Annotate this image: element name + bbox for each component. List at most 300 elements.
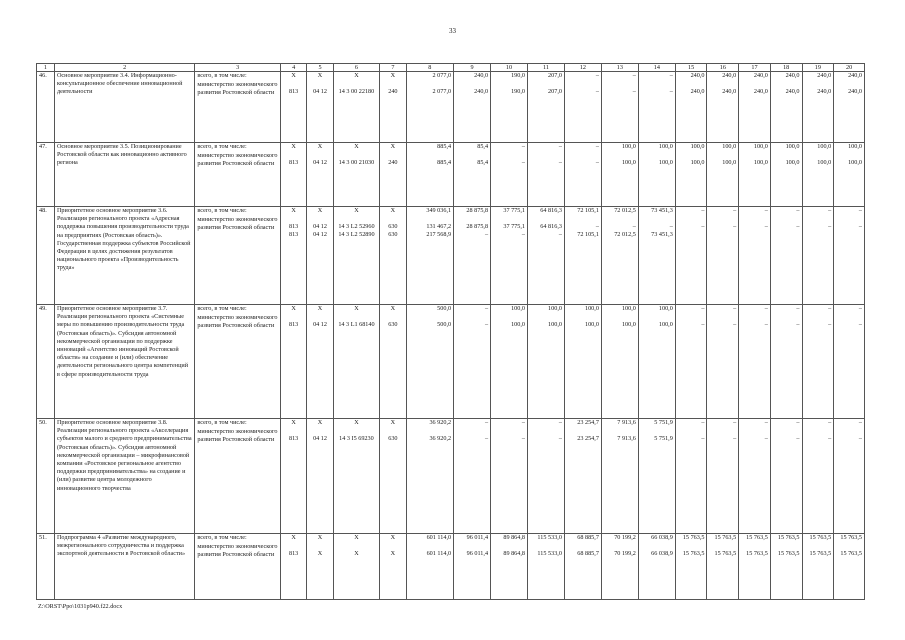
amount-cell — [528, 143, 565, 207]
total-value: 100,0 — [753, 143, 768, 150]
executor-value: 240 — [388, 88, 398, 95]
executor-value: 64 816,3 – — [540, 223, 562, 239]
budget-code-cell — [380, 143, 406, 207]
header-cell: 16 — [707, 64, 739, 72]
executor-value: – — [733, 223, 737, 230]
budget-code-cell — [307, 207, 333, 305]
executor-value: 70 199,2 — [614, 550, 636, 557]
budget-table — [36, 63, 865, 600]
total-value: X — [291, 305, 296, 312]
total-value: – — [558, 419, 562, 426]
table-row — [37, 419, 865, 534]
executor-value: 131 467,2 217 568,9 — [426, 223, 452, 239]
budget-code-cell — [380, 207, 406, 305]
total-value: 885,4 — [437, 143, 452, 150]
executor-value: 14 3 L1 68140 — [338, 321, 375, 328]
total-value: 190,0 — [511, 72, 525, 79]
executor-value: 240,0 — [848, 88, 862, 95]
amount-cell — [454, 207, 491, 305]
total-value: 66 038,9 — [651, 534, 673, 541]
activity-name: Основное мероприятие 3.5. Позиционирование Ростовской области как инновационно активного региона — [54, 143, 194, 207]
total-value: 100,0 — [511, 305, 525, 312]
total-value: X — [390, 419, 396, 426]
total-value: 100,0 — [621, 305, 636, 312]
amount-cell — [802, 534, 834, 600]
amount-cell — [834, 305, 865, 419]
executor-value: – — [796, 435, 800, 442]
executor-value: 813 813 — [288, 223, 299, 239]
amount-cell — [491, 534, 528, 600]
executor-value: 100,0 — [658, 321, 673, 328]
total-value: X — [354, 419, 359, 426]
total-value: 100,0 — [584, 305, 599, 312]
executor-label: министерство экономического развития Ростовской области — [197, 81, 278, 97]
total-value: 15 763,5 — [809, 534, 832, 541]
amount-cell — [564, 534, 601, 600]
executor-value: 100,0 — [658, 159, 673, 166]
executor-value: – — [828, 321, 832, 328]
amount-cell — [638, 143, 675, 207]
executor-value: 100,0 — [848, 159, 862, 166]
amount-cell — [601, 305, 638, 419]
header-cell: 20 — [834, 64, 865, 72]
total-value: X — [390, 72, 396, 79]
amount-cell — [770, 305, 802, 419]
amount-cell — [564, 305, 601, 419]
total-value: 240,0 — [848, 72, 862, 79]
total-value: 85,4 — [477, 143, 489, 150]
amount-cell — [802, 207, 834, 305]
executor-value: X — [317, 550, 323, 557]
amount-cell — [454, 419, 491, 534]
executor-value: – — [595, 88, 599, 95]
amount-cell — [739, 72, 771, 143]
amount-cell — [770, 143, 802, 207]
row-number: 47. — [37, 143, 55, 207]
table-row — [37, 143, 865, 207]
budget-code-cell — [380, 534, 406, 600]
executor-value: – — [858, 321, 862, 328]
total-value: – — [521, 419, 525, 426]
total-value: – — [796, 305, 800, 312]
header-cell: 9 — [454, 64, 491, 72]
total-value: X — [291, 207, 296, 214]
amount-cell — [675, 143, 707, 207]
total-value: 70 199,2 — [614, 534, 636, 541]
amount-cell — [834, 72, 865, 143]
total-label: всего, в том числе: — [197, 207, 247, 214]
executor-value: 100,0 — [621, 159, 636, 166]
header-cell: 7 — [380, 64, 406, 72]
executor-value: – — [858, 435, 862, 442]
total-value: – — [701, 305, 705, 312]
amount-cell — [707, 419, 739, 534]
total-value: – — [521, 143, 525, 150]
executor-value: 630 — [388, 435, 398, 442]
budget-code-cell — [380, 305, 406, 419]
total-value: – — [858, 419, 862, 426]
total-label: всего, в том числе: — [197, 305, 247, 312]
amount-cell — [770, 534, 802, 600]
total-value: X — [291, 419, 296, 426]
total-value: – — [484, 305, 489, 312]
total-value: 100,0 — [690, 143, 705, 150]
executor-value: 100,0 — [584, 321, 599, 328]
header-cell: 19 — [802, 64, 834, 72]
total-value: 28 875,8 — [466, 207, 489, 214]
total-value: 15 763,5 — [746, 534, 768, 541]
total-value: 100,0 — [658, 143, 673, 150]
total-value: – — [701, 419, 705, 426]
amount-cell — [770, 72, 802, 143]
total-value: 2 077,0 — [432, 72, 452, 79]
budget-code-cell — [333, 305, 379, 419]
budget-code-cell — [280, 143, 306, 207]
executor-value: – — [858, 223, 862, 230]
amount-cell — [491, 72, 528, 143]
total-value: 240,0 — [722, 72, 737, 79]
amount-cell — [802, 143, 834, 207]
total-value: X — [291, 143, 296, 150]
executor-value: – — [701, 321, 705, 328]
total-value: 5 751,9 — [654, 419, 673, 426]
executor-value: – — [484, 321, 489, 328]
executor-value: 36 920,2 — [429, 435, 452, 442]
total-value: 68 885,7 — [577, 534, 599, 541]
executor-value: – — [521, 435, 525, 442]
executor-value: 04 12 — [313, 159, 327, 166]
budget-code-cell — [380, 419, 406, 534]
budget-code-cell — [280, 534, 306, 600]
total-value: 115 533,0 — [537, 534, 562, 541]
amount-cell — [739, 207, 771, 305]
table-row — [37, 305, 865, 419]
executor-value: – — [764, 223, 768, 230]
executor-value: – — [733, 435, 737, 442]
executor-value: 813 — [288, 435, 299, 442]
header-cell: 17 — [739, 64, 771, 72]
total-value: 207,0 — [548, 72, 562, 79]
total-value: X — [291, 534, 296, 541]
row-number: 50. — [37, 419, 55, 534]
amount-cell — [601, 207, 638, 305]
amount-cell — [638, 207, 675, 305]
budget-code-cell — [380, 72, 406, 143]
executor-value: 14 3 00 21030 — [338, 159, 375, 166]
executor-value: – — [595, 159, 599, 166]
executor-value: 15 763,5 — [682, 550, 705, 557]
amount-cell — [406, 207, 454, 305]
executor-value: – — [796, 223, 800, 230]
total-value: 15 763,5 — [840, 534, 862, 541]
amount-cell — [406, 534, 454, 600]
executor-value: 15 763,5 — [809, 550, 832, 557]
executor-value: 15 763,5 — [746, 550, 768, 557]
total-value: X — [317, 143, 323, 150]
total-value: 100,0 — [785, 143, 800, 150]
total-value: – — [733, 207, 737, 214]
activity-name: Подпрограмма 4 «Развитие международного, межрегионального сотрудничества и поддержка экспортной деятельности в Ростовской области» — [54, 534, 194, 600]
header-cell: 4 — [280, 64, 306, 72]
table-row — [37, 207, 865, 305]
amount-cell — [834, 419, 865, 534]
amount-cell — [564, 72, 601, 143]
executor-value: – — [669, 88, 673, 95]
executor-value: 630 630 — [388, 223, 398, 239]
header-cell: 5 — [307, 64, 333, 72]
total-value: – — [733, 419, 737, 426]
amount-cell — [739, 534, 771, 600]
total-value: – — [632, 72, 636, 79]
amount-cell — [528, 207, 565, 305]
executor-value: 68 885,7 — [577, 550, 599, 557]
budget-code-cell — [307, 72, 333, 143]
executor-value: 14 3 00 22180 — [338, 88, 375, 95]
total-value: 500,0 — [437, 305, 452, 312]
total-value: – — [796, 419, 800, 426]
budget-code-cell — [280, 305, 306, 419]
executor-value: – — [701, 435, 705, 442]
amount-cell — [638, 419, 675, 534]
total-value: 15 763,5 — [714, 534, 737, 541]
header-cell: 3 — [195, 64, 281, 72]
total-label: всего, в том числе: — [197, 419, 247, 426]
table-header-row — [37, 64, 865, 72]
total-value: 100,0 — [817, 143, 832, 150]
total-value: 240,0 — [753, 72, 768, 79]
total-value: X — [390, 143, 396, 150]
executor-value: – 72 012,5 — [614, 223, 636, 239]
total-value: X — [354, 143, 359, 150]
total-value: X — [354, 534, 359, 541]
executor-value: – — [558, 159, 562, 166]
executor-value: – — [701, 223, 705, 230]
executor-value: 85,4 — [477, 159, 489, 166]
total-value: – — [828, 207, 832, 214]
executor-value: 885,4 — [437, 159, 452, 166]
executor-value: 04 12 04 12 — [313, 223, 327, 239]
budget-code-cell — [280, 419, 306, 534]
total-value: 100,0 — [848, 143, 862, 150]
amount-cell — [802, 305, 834, 419]
executor-value: 240,0 — [690, 88, 705, 95]
executor-value: 100,0 — [690, 159, 705, 166]
responsible-executor — [195, 534, 281, 600]
executor-value: 23 254,7 — [577, 435, 599, 442]
header-cell: 12 — [564, 64, 601, 72]
budget-code-cell — [280, 72, 306, 143]
amount-cell — [638, 534, 675, 600]
total-value: 89 864,8 — [503, 534, 525, 541]
total-value: 7 913,6 — [617, 419, 636, 426]
executor-value: 66 038,9 — [651, 550, 673, 557]
file-path-footer: Z:\ORST\Ppo\1031p940.f22.docx — [38, 603, 123, 610]
executor-value: 813 — [288, 88, 299, 95]
amount-cell — [528, 305, 565, 419]
activity-name: Основное мероприятие 3.4. Информационно-консультационное обеспечение инновационной деятельности — [54, 72, 194, 143]
header-cell: 2 — [54, 64, 194, 72]
executor-value: 15 763,5 — [777, 550, 800, 557]
executor-value: 100,0 — [817, 159, 832, 166]
total-value: X — [317, 305, 323, 312]
executor-value: 7 913,6 — [617, 435, 636, 442]
total-value: X — [317, 207, 323, 214]
executor-value: 15 763,5 — [714, 550, 737, 557]
executor-value: 115 533,0 — [537, 550, 562, 557]
executor-value: 100,0 — [722, 159, 737, 166]
total-value: 72 012,5 — [614, 207, 636, 214]
total-value: – — [484, 419, 489, 426]
executor-value: 15 763,5 — [840, 550, 862, 557]
budget-code-cell — [333, 143, 379, 207]
budget-code-cell — [307, 305, 333, 419]
executor-value: – — [733, 321, 737, 328]
responsible-executor — [195, 72, 281, 143]
total-value: 64 816,3 — [540, 207, 562, 214]
header-cell: 15 — [675, 64, 707, 72]
budget-code-cell — [333, 72, 379, 143]
amount-cell — [564, 419, 601, 534]
total-value: – — [701, 207, 705, 214]
executor-value: 14 3 L2 52960 14 3 L2 52890 — [338, 223, 375, 239]
executor-value: X — [390, 550, 396, 557]
amount-cell — [707, 72, 739, 143]
amount-cell — [739, 143, 771, 207]
activity-name: Приоритетное основное мероприятие 3.7. Реализация регионального проекта «Системные меры по повышению производительности труда (Ростовская область)». Субсидия автономной некоммерческой организации по поддержке инноваций «Агентство инноваций Ростовской области» на создание и (или) обеспечение деятельности регионального центра компетенций в сфере производительности труда — [54, 305, 194, 419]
amount-cell — [406, 419, 454, 534]
amount-cell — [564, 207, 601, 305]
amount-cell — [675, 207, 707, 305]
page-number: 33 — [449, 27, 456, 35]
executor-value: 240 — [388, 159, 398, 166]
total-value: X — [354, 72, 359, 79]
executor-label: министерство экономического развития Ростовской области — [197, 543, 278, 559]
amount-cell — [675, 305, 707, 419]
amount-cell — [601, 534, 638, 600]
amount-cell — [491, 207, 528, 305]
executor-label: министерство экономического развития Ростовской области — [197, 314, 278, 330]
executor-value: 240,0 — [753, 88, 768, 95]
amount-cell — [675, 534, 707, 600]
total-value: 100,0 — [658, 305, 673, 312]
total-value: – — [595, 72, 599, 79]
header-cell: 10 — [491, 64, 528, 72]
total-label: всего, в том числе: — [197, 143, 247, 150]
executor-label: министерство экономического развития Ростовской области — [197, 152, 278, 168]
executor-value: 240,0 — [722, 88, 737, 95]
total-value: 15 763,5 — [777, 534, 800, 541]
amount-cell — [601, 72, 638, 143]
amount-cell — [675, 72, 707, 143]
total-value: X — [317, 534, 323, 541]
amount-cell — [454, 534, 491, 600]
responsible-executor — [195, 305, 281, 419]
total-value: X — [317, 419, 323, 426]
executor-value: 190,0 — [511, 88, 525, 95]
total-value: 100,0 — [722, 143, 737, 150]
executor-label: министерство экономического развития Ростовской области — [197, 216, 278, 232]
total-value: X — [354, 305, 359, 312]
row-number: 49. — [37, 305, 55, 419]
amount-cell — [802, 419, 834, 534]
row-number: 46. — [37, 72, 55, 143]
row-number: 48. — [37, 207, 55, 305]
executor-value: 89 864,8 — [503, 550, 525, 557]
executor-value: 630 — [388, 321, 398, 328]
executor-value: – — [558, 435, 562, 442]
executor-value: 100,0 — [548, 321, 562, 328]
executor-value: 601 114,0 — [426, 550, 452, 557]
total-value: – — [858, 207, 862, 214]
executor-label: министерство экономического развития Ростовской области — [197, 428, 278, 444]
executor-value: 100,0 — [511, 321, 525, 328]
total-value: – — [764, 419, 768, 426]
total-value: X — [390, 305, 396, 312]
amount-cell — [491, 143, 528, 207]
total-value: – — [796, 207, 800, 214]
total-label: всего, в том числе: — [197, 72, 247, 79]
row-number: 51. — [37, 534, 55, 600]
total-value: X — [390, 207, 396, 214]
executor-value: 813 — [288, 550, 299, 557]
total-value: 601 114,0 — [426, 534, 452, 541]
amount-cell — [638, 72, 675, 143]
header-cell: 13 — [601, 64, 638, 72]
executor-value: 813 — [288, 321, 299, 328]
executor-value: – — [764, 435, 768, 442]
executor-value: 207,0 — [548, 88, 562, 95]
total-value: 73 451,3 — [651, 207, 673, 214]
executor-value: 28 875,8 – — [466, 223, 489, 239]
responsible-executor — [195, 419, 281, 534]
total-value: 240,0 — [817, 72, 832, 79]
amount-cell — [406, 72, 454, 143]
amount-cell — [707, 534, 739, 600]
amount-cell — [834, 207, 865, 305]
activity-name: Приоритетное основное мероприятие 3.6. Реализация регионального проекта «Адресная поддержка повышения производительности труда на предприятиях (Ростовская область)». Государственная поддержка субъектов Российской Федерации в целях достижения результатов национального проекта «Производительность труда» — [54, 207, 194, 305]
amount-cell — [491, 419, 528, 534]
executor-value: – — [521, 159, 525, 166]
executor-value: 100,0 — [785, 159, 800, 166]
amount-cell — [406, 143, 454, 207]
amount-cell — [406, 305, 454, 419]
budget-code-cell — [307, 143, 333, 207]
amount-cell — [601, 419, 638, 534]
executor-value: – — [632, 88, 636, 95]
total-value: – — [828, 305, 832, 312]
executor-value: 37 775,1 – — [503, 223, 525, 239]
total-value: 72 105,1 — [577, 207, 599, 214]
amount-cell — [601, 143, 638, 207]
total-value: – — [733, 305, 737, 312]
responsible-executor — [195, 143, 281, 207]
executor-value: 5 751,9 — [654, 435, 673, 442]
executor-value: – — [484, 435, 489, 442]
executor-value: 240,0 — [474, 88, 489, 95]
amount-cell — [770, 419, 802, 534]
total-value: 37 775,1 — [503, 207, 525, 214]
amount-cell — [454, 143, 491, 207]
amount-cell — [707, 305, 739, 419]
executor-value: – — [828, 223, 832, 230]
total-value: 100,0 — [548, 305, 562, 312]
amount-cell — [834, 534, 865, 600]
budget-code-cell — [307, 534, 333, 600]
amount-cell — [638, 305, 675, 419]
amount-cell — [491, 305, 528, 419]
amount-cell — [802, 72, 834, 143]
executor-value: 240,0 — [817, 88, 832, 95]
